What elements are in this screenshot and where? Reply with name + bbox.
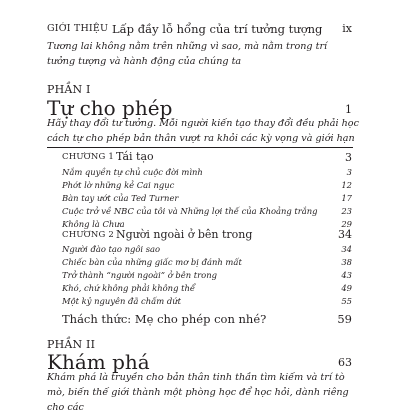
chapter1-divider (47, 147, 353, 148)
toc-section-page: 38 (341, 257, 352, 267)
chapter1-label: CHƯƠNG 1 (62, 152, 114, 162)
toc-section-title: Nắm quyền tự chủ cuộc đời mình (62, 167, 203, 177)
toc-section-page: 3 (346, 167, 352, 177)
toc-section-title: Khó, chứ không phải không thể (62, 283, 196, 293)
toc-section-page: 29 (341, 219, 352, 229)
toc-section-title: Chiếc bàn của những giấc mơ bị đánh mất (62, 257, 242, 267)
toc-section-page: 23 (341, 206, 352, 216)
part2-page-number: 63 (338, 356, 352, 369)
toc-section-page: 43 (341, 270, 352, 280)
toc-section-title: Không là Chưa (62, 219, 125, 229)
chapter1-title: Tái tạo (116, 150, 154, 163)
toc-section-title: Cuộc trở về NBC của tôi và Những lợi thế của Khoảng trắng (62, 206, 318, 216)
part2-description: Khám phá là truyền cho bản thân tinh thần tìm kiếm và trí tò mò, biến thế giới thành một phòng học để học hỏi, dành riêng cho các (47, 372, 349, 413)
chapter2-title: Người ngoài ở bên trong (116, 228, 253, 241)
part1-label: PHẦN I (47, 83, 91, 96)
toc-section-page: 17 (341, 193, 352, 203)
intro-description: Tương lai không nằm trên những vì sao, mà nằm trong trí tưởng tượng và hành động của chúng ta (47, 41, 328, 67)
intro-title: Lấp đầy lỗ hổng của trí tưởng tượng (112, 22, 323, 36)
toc-section-page: 55 (341, 296, 352, 306)
intro-page-number: ix (342, 22, 352, 35)
toc-section-page: 34 (341, 244, 352, 254)
part1-page-number: 1 (345, 103, 352, 116)
chapter2-label: CHƯƠNG 2 (62, 230, 114, 240)
part1-description: Hãy thay đổi tư tưởng. Mỗi người kiến tạo thay đổi đều phải học cách tự cho phép bản thân vượt ra khỏi các kỳ vọng và giới hạn (47, 118, 359, 144)
part2-label: PHẦN II (47, 338, 96, 351)
toc-section-page: 12 (341, 180, 352, 190)
toc-section-title: Người đào tạo ngôi sao (62, 244, 161, 254)
part1-title: Tự cho phép (47, 96, 173, 120)
chapter2-page-number: 34 (338, 228, 352, 241)
challenge-page-number: 59 (337, 312, 352, 326)
toc-section-title: Phớt lờ những kẻ Cai ngục (62, 180, 175, 190)
toc-section-title: Bàn tay ướt của Ted Turner (62, 193, 179, 203)
toc-section-page: 49 (341, 283, 352, 293)
challenge-title: Thách thức: Mẹ cho phép con nhé? (62, 312, 267, 326)
intro-label: GIỚI THIỆU (47, 23, 109, 34)
part2-title: Khám phá (47, 350, 150, 374)
toc-section-title: Trở thành “người ngoài” ở bên trong (62, 270, 217, 280)
chapter1-page-number: 3 (345, 151, 352, 164)
toc-section-title: Một kỷ nguyên đã chấm dứt (62, 296, 181, 306)
